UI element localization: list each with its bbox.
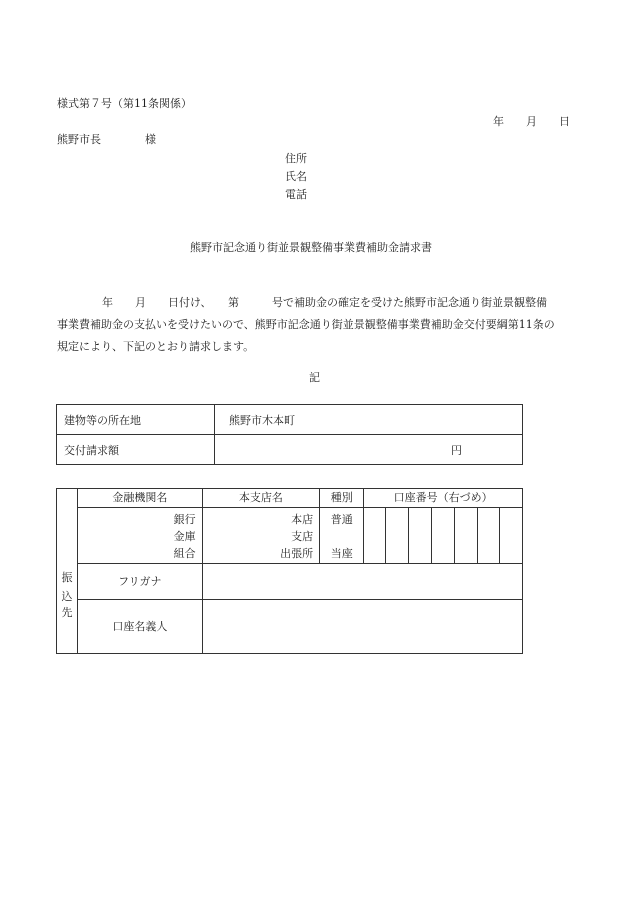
side-label-1: 振 (61, 571, 73, 584)
branch-option: 出張所 (280, 547, 314, 560)
location-value: 熊野市木本町 (215, 405, 523, 435)
branch-option: 支店 (291, 530, 314, 543)
address-label: 住所 (285, 152, 307, 165)
institution-option: 組合 (173, 547, 196, 560)
transfer-side-label (57, 489, 78, 654)
account-digit-cell[interactable] (454, 508, 477, 564)
amount-field[interactable] (215, 435, 523, 465)
form-number: 様式第７号（第11条関係） (57, 97, 192, 110)
furigana-label: フリガナ (78, 564, 203, 600)
date-line: 年 月 日 (493, 115, 570, 128)
account-digit-cell[interactable] (386, 508, 409, 564)
table-row (57, 564, 523, 600)
account-digit-cell[interactable] (431, 508, 454, 564)
table-row (57, 508, 523, 564)
location-label: 建物等の所在地 (57, 405, 215, 435)
body-line-2: 事業費補助金の支払いを受けたいので、熊野市記念通り街並景観整備事業費補助金交付要綱第11条の (57, 318, 555, 331)
type-cell[interactable] (320, 508, 364, 564)
branch-cell[interactable] (202, 508, 320, 564)
table-row (57, 435, 523, 465)
type-option: 当座 (330, 547, 353, 560)
document-title: 熊野市記念通り街並景観整備事業費補助金請求書 (190, 241, 432, 254)
header-account: 口座番号（右づめ） (364, 489, 523, 508)
table-row (57, 405, 523, 435)
amount-label: 交付請求額 (57, 435, 215, 465)
institution-option: 銀行 (173, 513, 196, 526)
side-label-3: 先 (61, 606, 73, 619)
body-line-1: 年 月 日付け、 第 号で補助金の確定を受けた熊野市記念通り街並景観整備 (102, 296, 548, 309)
amount-unit: 円 (451, 443, 462, 457)
header-branch: 本支店名 (202, 489, 320, 508)
account-digit-cell[interactable] (477, 508, 499, 564)
body-line-3: 規定により、下記のとおり請求します。 (57, 340, 255, 353)
header-institution: 金融機関名 (78, 489, 203, 508)
name-label: 氏名 (285, 170, 307, 183)
phone-label: 電話 (285, 188, 307, 201)
recipient: 熊野市長 様 (57, 133, 156, 146)
table-row (57, 600, 523, 654)
holder-label: 口座名義人 (78, 600, 203, 654)
table-row (57, 489, 523, 508)
header-type: 種別 (320, 489, 364, 508)
claim-table (56, 404, 523, 465)
account-digit-cell[interactable] (499, 508, 522, 564)
request-body (57, 292, 577, 358)
branch-option: 本店 (291, 513, 314, 526)
institution-cell[interactable] (78, 508, 203, 564)
transfer-table (56, 488, 523, 654)
side-label-2: 込 (61, 590, 73, 603)
furigana-field[interactable] (202, 564, 522, 600)
account-digit-cell[interactable] (364, 508, 386, 564)
type-option: 普通 (330, 513, 353, 526)
institution-option: 金庫 (173, 530, 196, 543)
holder-field[interactable] (202, 600, 522, 654)
ki-mark: 記 (309, 371, 320, 384)
account-digit-cell[interactable] (409, 508, 431, 564)
